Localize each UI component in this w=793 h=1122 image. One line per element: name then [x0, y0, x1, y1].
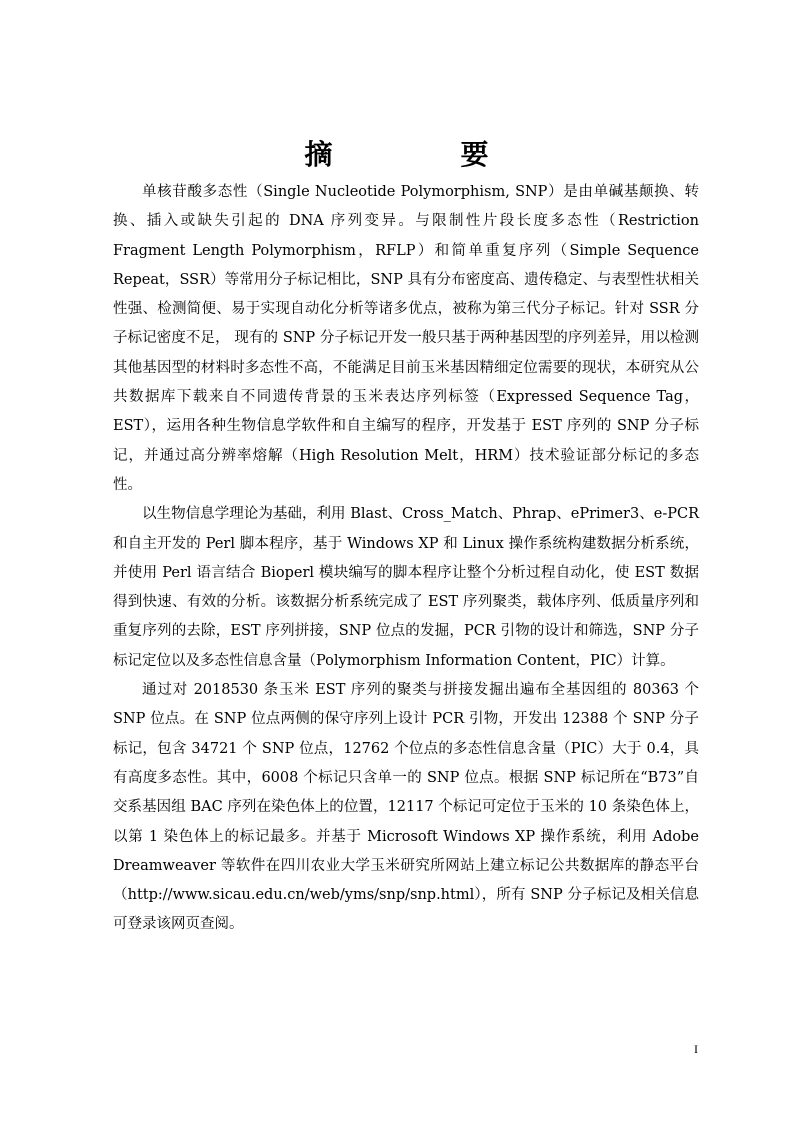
page-number: I — [694, 1042, 698, 1056]
paragraph-2: 以生物信息学理论为基础，利用 Blast、Cross_Match、Phrap、ePrimer3、e-PCR 和自主开发的 Perl 脚本程序，基于 Windows XP 和 Linux 操作系统构建数据分析系统，并使用 Perl 语言结合 Bioperl 模块编写的脚本程序让整个分析过程自动化，使 EST 数据得到快速、有效的分析。该数据分析系统完成了 EST 序列聚类，载体序列、低质量序列和重复序列的去除，EST 序列拼接，SNP 位点的发掘，PCR 引物的设计和筛选，SNP 分子标记定位以及多态性信息含量（Polymorphism Information Content，PIC）计算。 — [113, 506, 699, 669]
paragraph-1: 单核苷酸多态性（Single Nucleotide Polymorphism, SNP）是由单碱基颠换、转换、插入或缺失引起的 DNA 序列变异。与限制性片段长度多态性（Restriction Fragment Length Polymorphism，RFLP）和简单重复序列（Simple Sequence Repeat，SSR）等常用分子标记相比，SNP 具有分布密度高、遗传稳定、与表型性状相关性强、检测简便、易于实现自动化分析等诸多优点，被称为第三代分子标记。针对 SSR 分子标记密度不足， 现有的 SNP 分子标记开发一般只基于两种基因型的序列差异，用以检测其他基因型的材料时多态性不高，不能满足目前玉米基因精细定位需要的现状，本研究从公共数据库下载来自不同遗传背景的玉米表达序列标签（Expressed Sequence Tag，EST），运用各种生物信息学软件和自主编写的程序，开发基于 EST 序列的 SNP 分子标记，并通过高分辨率熔解（High Resolution Melt，HRM）技术验证部分标记的多态性。 — [113, 184, 699, 493]
paragraph-3: 通过对 2018530 条玉米 EST 序列的聚类与拼接发掘出遍布全基因组的 80363 个 SNP 位点。在 SNP 位点两侧的保守序列上设计 PCR 引物，开发出 12388 个 SNP 分子标记，包含 34721 个 SNP 位点，12762 个位点的多态性信息含量（PIC）大于 0.4，具有高度多态性。其中，6008 个标记只含单一的 SNP 位点。根据 SNP 标记所在“B73”自交系基因组 BAC 序列在染色体上的位置，12117 个标记可定位于玉米的 10 条染色体上，以第 1 染色体上的标记最多。并基于 Microsoft Windows XP 操作系统，利用 Adobe Dreamweaver 等软件在四川农业大学玉米研究所网站上建立标记公共数据库的静态平台（http://www.sicau.edu.cn/web/yms/snp/snp.html），所有 SNP 分子标记及相关信息可登录该网页查阅。 — [113, 682, 699, 933]
abstract-title: 摘 要 — [304, 137, 539, 171]
abstract-body — [113, 178, 699, 940]
